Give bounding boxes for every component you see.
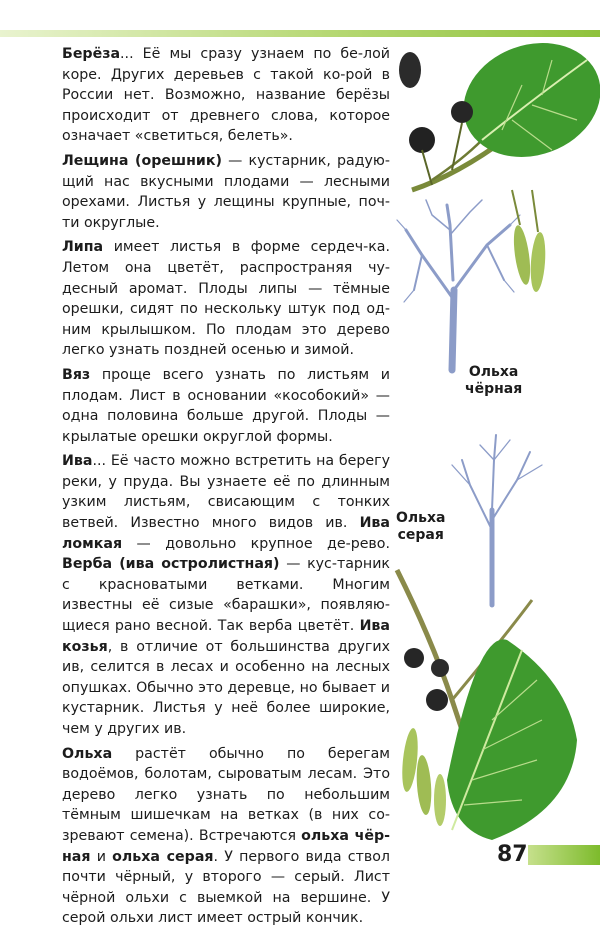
paragraph-elm (62, 365, 390, 447)
caption-grey-alder-line1: Ольха (396, 510, 446, 526)
paragraph-elm-text: проще всего узнать по листьям и плодам. Лист в основании «кособокий» — одна половина больше другой. Плоды — крылатые орешки округлой формы. (62, 366, 390, 445)
page-number: 87 (497, 842, 528, 867)
paragraph-alder (62, 744, 390, 929)
black-alder-tree-silhouette (397, 200, 520, 370)
paragraph-willow-text-2: — довольно крупное де-рево. (122, 535, 390, 552)
bottom-decorative-bar (528, 845, 600, 865)
term-black-alder: ольха чёр-ная (62, 827, 390, 865)
term-linden: Липа (62, 239, 104, 256)
paragraph-willow (62, 451, 390, 739)
caption-black-alder-line2: чёрная (465, 381, 523, 397)
paragraph-hazel-text: — кустарник, радую-щий нас вкусными плодами — лесными орехами. Листья у лещины крупные, поч-ти округлые. (62, 152, 390, 231)
alder-illustrations (392, 40, 600, 840)
term-crack-willow: Ива ломкая (62, 515, 390, 552)
term-birch: Берёза (62, 46, 121, 62)
term-goat-willow: Ива козья (62, 618, 390, 655)
caption-black-alder-line1: Ольха (468, 364, 519, 380)
term-elm: Вяз (62, 366, 91, 383)
term-willow: Ива (62, 453, 93, 470)
caption-black-alder (465, 364, 522, 398)
grey-alder-branch-illustration (397, 570, 577, 840)
top-decorative-rule (0, 30, 600, 37)
paragraph-linden-text: имеет листья в форме сердеч-ка. Летом она цветёт, распространяя чу-десный аромат. Плоды липы — тёмные орешки, сидят по нескольку штук под од-ним крылышком. По плодам это дерево легко узнать поздней осенью и зимой. (62, 239, 390, 359)
term-verba: Верба (ива остролистная) (62, 556, 280, 573)
paragraph-birch-text: ... Её мы сразу узнаем по бе-лой коре. Других деревьев с такой ко-рой в России нет. Возможно, название берёзы происходит от древнего слова, которое означает «светиться, белеть». (62, 46, 390, 145)
paragraph-willow-text-3: — кус-тарник с красноватыми ветками. Многим известны её сизые «барашки», появляю-щиеся рано весной. Так верба цветёт. (62, 556, 390, 635)
paragraph-willow-text-4: , в отличие от большинства других ив, селится в лесах и особенно на лесных опушках. Обычно это деревце, но бывает и кустарник. Листья у неё более широкие, чем у других ив. (62, 638, 390, 737)
term-hazel: Лещина (орешник) (62, 152, 222, 169)
paragraph-birch (62, 44, 390, 147)
term-grey-alder: ольха серая (112, 848, 214, 865)
term-alder: Ольха (62, 745, 113, 762)
black-alder-branch-illustration (399, 40, 600, 292)
paragraph-alder-text-2: и (90, 848, 113, 865)
paragraph-hazel (62, 151, 390, 233)
paragraph-alder-text-1: растёт обычно по берегам водоёмов, болотам, сыроватым лесам. Это дерево легко узнать по небольшим тёмным шишечкам на ветках (в них со-зревают семена). Встречаются (62, 745, 390, 844)
main-text-column (62, 44, 390, 933)
paragraph-linden (62, 237, 390, 361)
paragraph-willow-text-1: ... Её часто можно встретить на берегу реки, у пруда. Вы узнаете её по длинным узким листьям, свисающим с тонких ветвей. Известно много видов ив. (62, 453, 390, 532)
grey-alder-tree-silhouette (452, 435, 542, 605)
caption-grey-alder-line2: серая (397, 527, 444, 543)
paragraph-alder-text-3: . У первого вида ствол почти чёрный, у второго — серый. Лист чёрной ольхи с выемкой на вершине. У серой ольхи лист имеет острый кончик. (62, 848, 390, 927)
caption-grey-alder (396, 510, 446, 544)
